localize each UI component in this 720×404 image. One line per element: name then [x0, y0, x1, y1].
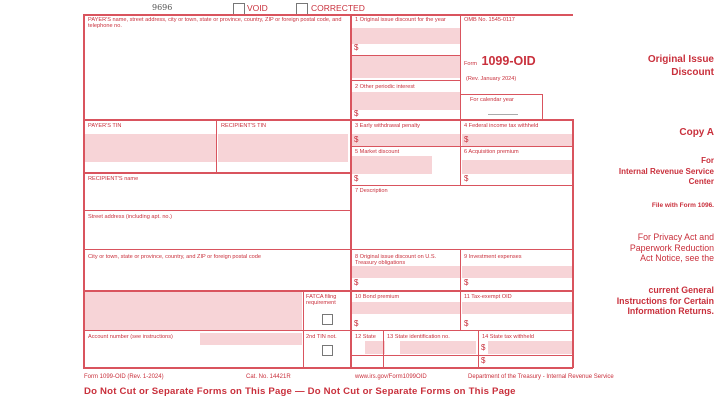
street-label: Street address (including apt. no.): [88, 214, 172, 220]
footer-cat: Cat. No. 14421R: [246, 374, 291, 380]
irs-center-label: Internal Revenue Service Center: [618, 167, 714, 186]
box5-label: 5 Market discount: [355, 149, 400, 155]
box3-label: 3 Early withdrawal penalty: [355, 123, 420, 129]
account-label: Account number (see instructions): [88, 334, 173, 340]
recipient-tin-label: RECIPIENT'S TIN: [221, 123, 267, 129]
dollar-sign: $: [481, 343, 486, 352]
dollar-sign: $: [464, 135, 469, 144]
box9-label: 9 Investment expenses: [464, 254, 522, 260]
calendar-year-label: For calendar year: [470, 97, 514, 103]
dollar-sign: $: [464, 319, 469, 328]
file-with-label: File with Form 1096.: [651, 202, 714, 209]
dollar-sign: $: [354, 319, 359, 328]
second-tin-label: 2nd TIN not.: [306, 334, 337, 340]
for-label: For: [701, 156, 714, 165]
box6-label: 6 Acquisition premium: [464, 149, 519, 155]
second-tin-checkbox[interactable]: [322, 345, 333, 356]
general-instructions: current General Instructions for Certain Information Returns.: [616, 285, 714, 316]
dollar-sign: $: [354, 135, 359, 144]
footer-warning: Do Not Cut or Separate Forms on This Page — Do Not Cut or Separate Forms on This Page: [84, 386, 516, 397]
dollar-sign: $: [354, 278, 359, 287]
dollar-sign: $: [464, 174, 469, 183]
city-label: City or town, state or province, country, and ZIP or foreign postal code: [88, 254, 261, 260]
footer-url: www.irs.gov/Form1099OID: [355, 374, 427, 380]
footer-form: Form 1099-OID (Rev. 1-2024): [84, 374, 164, 380]
fatca-label: FATCA filing requirement: [306, 294, 337, 307]
fatca-checkbox[interactable]: [322, 314, 333, 325]
dollar-sign: $: [354, 109, 359, 118]
box14-label: 14 State tax withheld: [482, 334, 534, 340]
dollar-sign: $: [481, 356, 486, 365]
footer-dept: Department of the Treasury - Internal Revenue Service: [468, 374, 614, 380]
payer-tin-label: PAYER'S TIN: [88, 123, 122, 129]
box1-label: 1 Original issue discount for the year: [355, 17, 446, 23]
form-code: 9696: [152, 3, 173, 12]
box13-label: 13 State identification no.: [387, 334, 450, 340]
box10-label: 10 Bond premium: [355, 294, 400, 300]
copy-label: Copy A: [679, 127, 714, 138]
payer-info-label: PAYER'S name, street address, city or town, state or province, country, ZIP or foreign postal code, and telephone no.: [88, 17, 342, 30]
box12-label: 12 State: [355, 334, 376, 340]
corrected-label: CORRECTED: [311, 3, 365, 13]
box8-label: 8 Original issue discount on U.S. Treasury obligations: [355, 254, 437, 267]
omb-label: OMB No. 1545-0117: [464, 17, 515, 23]
side-title: Original Issue Discount: [647, 54, 714, 78]
dollar-sign: $: [464, 278, 469, 287]
dollar-sign: $: [354, 174, 359, 183]
box4-label: 4 Federal income tax withheld: [464, 123, 539, 129]
box11-label: 11 Tax-exempt OID: [464, 294, 512, 300]
void-label: VOID: [247, 3, 268, 13]
box7-label: 7 Description: [355, 188, 388, 194]
dollar-sign: $: [354, 43, 359, 52]
recipient-name-label: RECIPIENT'S name: [88, 176, 139, 182]
form-name: Form 1099-OID: [464, 54, 536, 68]
box2-label: 2 Other periodic interest: [355, 84, 415, 90]
rev-label: (Rev. January 2024): [466, 76, 517, 82]
privacy-notice: For Privacy Act and Paperwork Reduction Act Notice, see the: [629, 232, 714, 263]
